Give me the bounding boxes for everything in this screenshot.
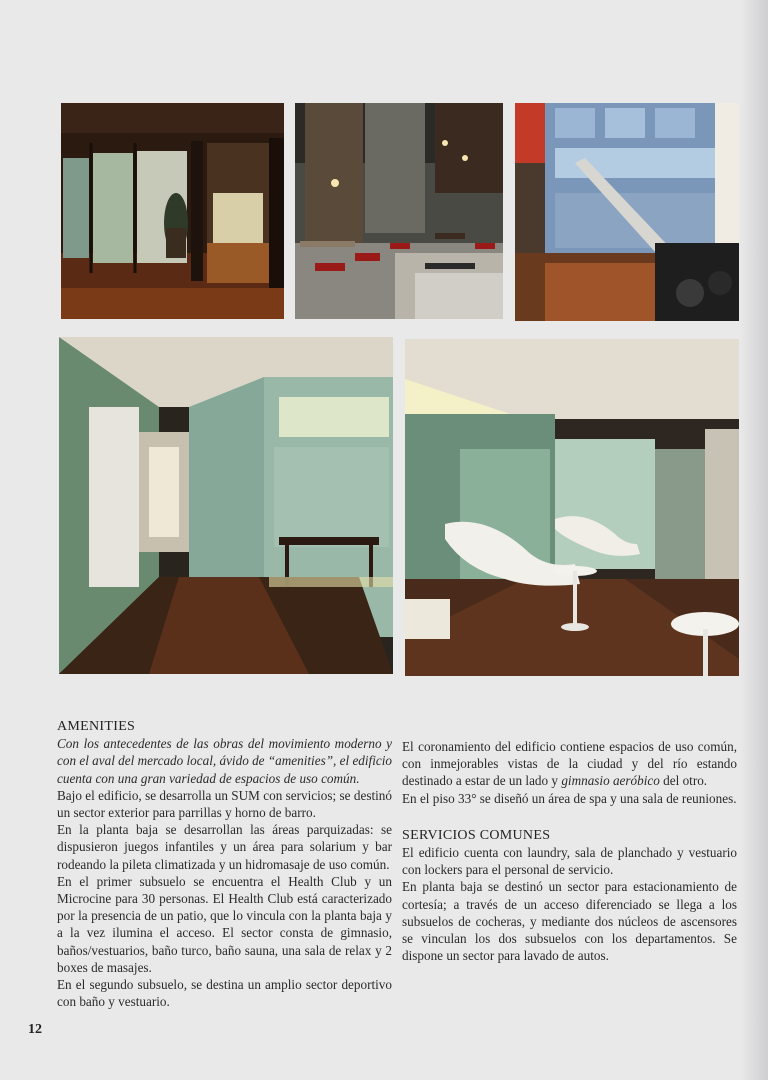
servicios-paragraph-2: En planta baja se destinó un sector para estacionamiento de cortesía; a través de un acceso diferenciado se llega a los subsuelos de cocheras, y mediante dos núcleos de ascensores se vinculan los dos subsuelos con los departamentos. Se dispone un sector para lavado de autos. [402,879,737,964]
amenities-paragraph-2: En la planta baja se desarrollan las áreas parquizadas: se dispusieron juegos infantiles y un área para solarium y bar rodeando la pileta climatizada y un hidromasaje de uso común. [57,822,392,872]
amenities-paragraph-3: En el primer subsuelo se encuentra el Health Club y un Microcine para 30 personas. El Health Club está caracterizado por la presencia de un patio, que lo vincula con la planta baja y a la vez ilumina el acceso. El sector consta de gimnasio, baños/vestuarios, baño turco, baño sauna, una sala de relax y 2 boxes de masajes. [57,873,392,975]
amenities-heading: AMENITIES [57,719,136,734]
servicios-paragraph-1: El edificio cuenta con laundry, sala de planchado y vestuario con lockers para el personal de servicio. [402,845,737,878]
section-gap [402,807,737,823]
left-text-column [57,718,392,1010]
gym-stairs-photo [515,103,739,321]
amenities-lead: Con los antecedentes de las obras del movimiento moderno y con el aval del mercado local, ávido de “amenities”, el edificio cuenta con una gran variedad de espacios de uso común. [57,736,392,786]
amenities-paragraph-5-end: del otro. [659,773,708,789]
relax-lounge-photo [405,339,739,676]
amenities-paragraph-5-start: El coronamiento del edificio contiene espacios de uso común, con inmejorables vistas de la ciudad y del río estando destinado a estar de un lado y [402,739,737,789]
lobby-entrance-photo [61,103,284,319]
servicios-heading: SERVICIOS COMUNES [402,827,551,843]
page-edge-shadow [740,0,768,1080]
amenities-paragraph-6: En el piso 33° se diseñó un área de spa y una sala de reuniones. [402,790,737,806]
cafe-terrace-photo [295,103,503,319]
page-number: 12 [28,1022,42,1037]
amenities-paragraph-4: En el segundo subsuelo, se destina un amplio sector deportivo con baño y vestuario. [57,977,392,1010]
spa-corridor-photo [59,337,393,674]
right-text-column [402,738,737,964]
amenities-paragraph-5 [402,738,737,790]
amenities-paragraph-1: Bajo el edificio, se desarrolla un SUM con servicios; se destinó un sector exterior para parrillas y horno de barro. [57,787,392,821]
amenities-paragraph-5-italic: gimnasio aeróbico [561,773,660,789]
